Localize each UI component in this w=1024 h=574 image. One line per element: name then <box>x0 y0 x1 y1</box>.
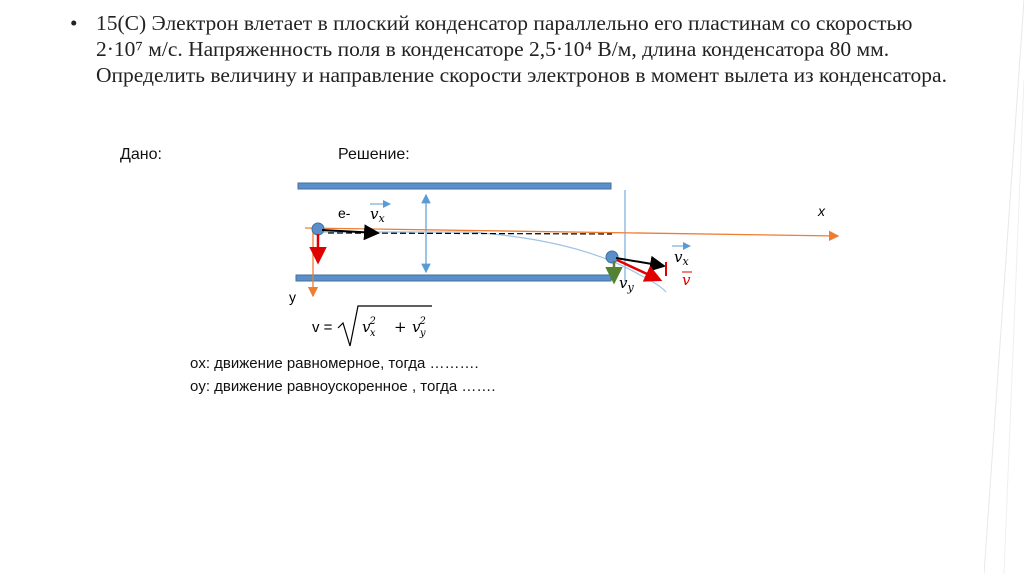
ox-statement: ox: движение равномерное, тогда ………. <box>190 355 479 372</box>
electron-label: e- <box>338 205 351 221</box>
formula-lhs: v = <box>312 319 333 336</box>
formula-vx: v2 x <box>362 316 376 339</box>
formula-vy: v2 y <box>412 316 426 339</box>
solution-heading: Решение: <box>338 146 410 163</box>
problem-text: 15(C) Электрон влетает в плоский конденсатор параллельно его пластинам со скоростью 2·10⁷ м/с. Напряженность поля в конденсаторе 2,5·10⁴ В/м, длина конденсатора 80 мм. Определить величину и направление скорости электронов в момент вылета из конденсатора. <box>96 11 947 87</box>
top-plate <box>298 183 611 189</box>
electron-start <box>312 223 324 235</box>
given-heading: Дано: <box>120 146 162 163</box>
vx-exit-label: $v_x$ <box>674 248 689 268</box>
vx-top-label: $v_x$ <box>370 205 385 225</box>
oy-statement: oy: движение равноускоренное , тогда ……. <box>190 378 496 395</box>
x-axis-label: x <box>818 203 825 219</box>
formula-plus: + <box>394 318 407 336</box>
vy-exit-label: $v_y$ <box>619 274 634 294</box>
bottom-plate <box>296 275 611 281</box>
bullet-point: • <box>70 11 78 35</box>
y-axis-label: y <box>289 289 296 305</box>
v-exit-label: v <box>682 271 691 289</box>
electron-exit <box>606 251 618 263</box>
